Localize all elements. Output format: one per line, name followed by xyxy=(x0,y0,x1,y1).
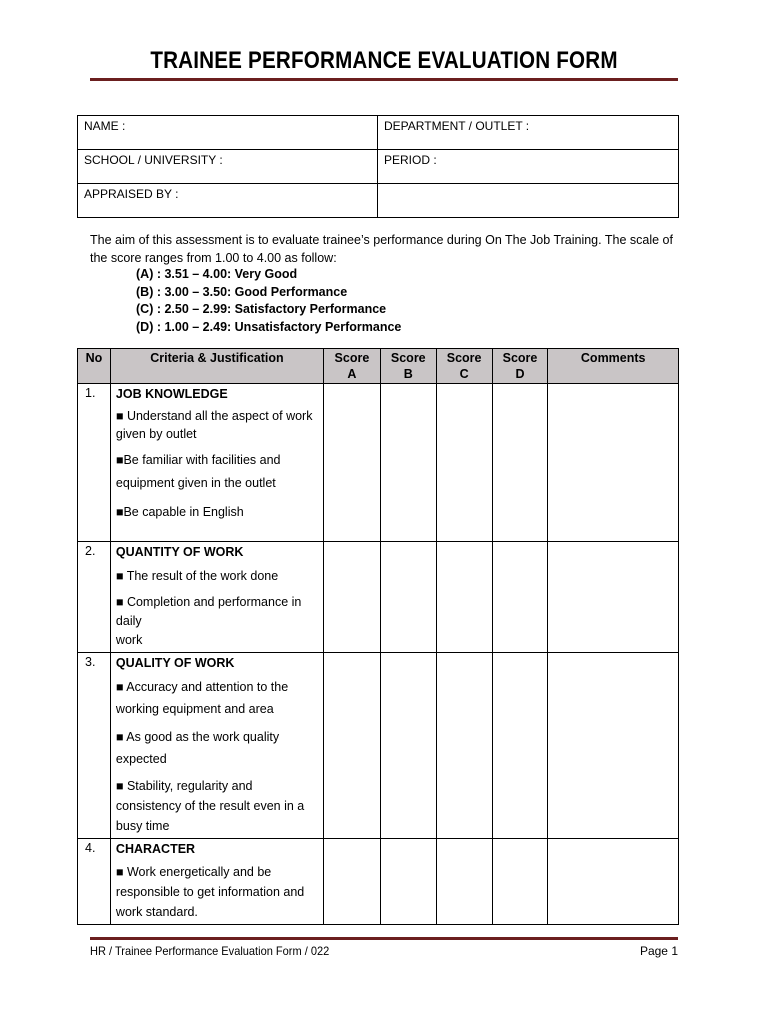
empty-field[interactable] xyxy=(378,184,679,218)
row-number: 4. xyxy=(78,839,111,925)
criteria-item-text: ■ Stability, regularity and consistency of the result even in a busy time xyxy=(115,779,305,833)
score-a-cell[interactable] xyxy=(323,839,380,925)
scale-item: (A) : 3.51 – 4.00: Very Good xyxy=(136,267,298,281)
intro-paragraph: The aim of this assessment is to evaluate trainee’s performance during On The Job Training. The scale of the score ranges from 1.00 to 4.00 as follow: xyxy=(90,233,673,265)
criteria-item-text: ■Be capable in English xyxy=(115,505,244,519)
criteria-item xyxy=(116,501,318,523)
criteria-item xyxy=(116,449,318,495)
trainee-info-table xyxy=(77,115,679,218)
score-c-cell[interactable] xyxy=(436,653,492,839)
criteria-item-text: ■ As good as the work quality expected xyxy=(115,730,280,766)
title-divider xyxy=(90,78,678,81)
appraised-by-field[interactable]: APPRAISED BY : xyxy=(78,184,378,218)
criteria-item xyxy=(116,776,318,836)
criteria-item-text: ■ Accuracy and attention to the working equipment and area xyxy=(115,680,289,716)
criteria-cell xyxy=(110,384,323,542)
score-d-cell[interactable] xyxy=(492,384,548,542)
header-score-c-line1: Score xyxy=(446,351,482,365)
comments-cell[interactable] xyxy=(548,384,679,542)
score-b-cell[interactable] xyxy=(380,542,436,653)
footer-divider xyxy=(90,937,678,940)
score-b-cell[interactable] xyxy=(380,384,436,542)
score-d-cell[interactable] xyxy=(492,542,548,653)
score-c-cell[interactable] xyxy=(436,542,492,653)
header-score-c xyxy=(436,349,492,384)
score-a-cell[interactable] xyxy=(323,653,380,839)
criteria-item xyxy=(116,407,318,443)
criteria-cell xyxy=(110,653,323,839)
scale-item: (D) : 1.00 – 2.49: Unsatisfactory Performance xyxy=(136,319,402,334)
criteria-item-text: ■ Understand all the aspect of work given by outlet xyxy=(115,409,313,441)
criteria-item-text: ■ Work energetically and be responsible to get information and work standard. xyxy=(115,865,305,919)
criteria-heading: QUANTITY OF WORK xyxy=(115,545,244,559)
criteria-item-text: ■Be familiar with facilities and equipment given in the outlet xyxy=(115,453,281,490)
header-score-b-line2: B xyxy=(403,367,413,381)
row-number: 3. xyxy=(78,653,111,839)
school-field[interactable]: SCHOOL / UNIVERSITY : xyxy=(78,150,378,184)
department-field[interactable]: DEPARTMENT / OUTLET : xyxy=(378,116,679,150)
criteria-item xyxy=(116,862,318,922)
header-score-d-line1: Score xyxy=(502,351,538,365)
row-number: 1. xyxy=(78,384,111,542)
criteria-item xyxy=(116,593,318,650)
header-score-b-line1: Score xyxy=(390,351,426,365)
header-score-a xyxy=(323,349,380,384)
footer-page-number: Page 1 xyxy=(639,944,678,958)
scale-item: (B) : 3.00 – 3.50: Good Performance xyxy=(136,284,348,299)
score-c-cell[interactable] xyxy=(436,839,492,925)
period-field[interactable]: PERIOD : xyxy=(378,150,679,184)
header-score-d xyxy=(492,349,548,384)
criteria-cell xyxy=(110,839,323,925)
score-d-cell[interactable] xyxy=(492,653,548,839)
score-d-cell[interactable] xyxy=(492,839,548,925)
comments-cell[interactable] xyxy=(548,839,679,925)
criteria-item-text: ■ The result of the work done xyxy=(115,569,279,583)
criteria-item xyxy=(116,565,318,587)
criteria-cell xyxy=(110,542,323,653)
score-c-cell[interactable] xyxy=(436,384,492,542)
score-scale-list xyxy=(136,266,401,336)
comments-cell[interactable] xyxy=(548,653,679,839)
comments-cell[interactable] xyxy=(548,542,679,653)
criteria-heading: QUALITY OF WORK xyxy=(115,656,235,670)
criteria-heading: JOB KNOWLEDGE xyxy=(115,387,228,401)
header-score-a-line1: Score xyxy=(334,351,370,365)
criteria-heading: CHARACTER xyxy=(115,842,196,856)
evaluation-table xyxy=(77,348,679,925)
form-title: TRAINEE PERFORMANCE EVALUATION FORM xyxy=(150,47,618,74)
table-row xyxy=(78,384,679,542)
row-number: 2. xyxy=(78,542,111,653)
score-a-cell[interactable] xyxy=(323,384,380,542)
header-no: No xyxy=(78,349,111,384)
header-score-d-line2: D xyxy=(515,367,525,381)
header-criteria: Criteria & Justification xyxy=(110,349,323,384)
criteria-item xyxy=(116,726,318,770)
score-b-cell[interactable] xyxy=(380,653,436,839)
table-row xyxy=(78,839,679,925)
score-b-cell[interactable] xyxy=(380,839,436,925)
criteria-item xyxy=(116,676,318,720)
table-row xyxy=(78,542,679,653)
header-comments: Comments xyxy=(548,349,679,384)
score-a-cell[interactable] xyxy=(323,542,380,653)
criteria-item-text: ■ Completion and performance in daily work xyxy=(115,595,302,647)
table-row xyxy=(78,653,679,839)
header-score-b xyxy=(380,349,436,384)
table-header-row xyxy=(78,349,679,384)
header-score-a-line2: A xyxy=(347,367,357,381)
scale-item: (C) : 2.50 – 2.99: Satisfactory Performance xyxy=(136,302,387,317)
name-field[interactable]: NAME : xyxy=(78,116,378,150)
footer-document-id: HR / Trainee Performance Evaluation Form / 022 xyxy=(90,944,330,958)
header-score-c-line2: C xyxy=(459,367,469,381)
